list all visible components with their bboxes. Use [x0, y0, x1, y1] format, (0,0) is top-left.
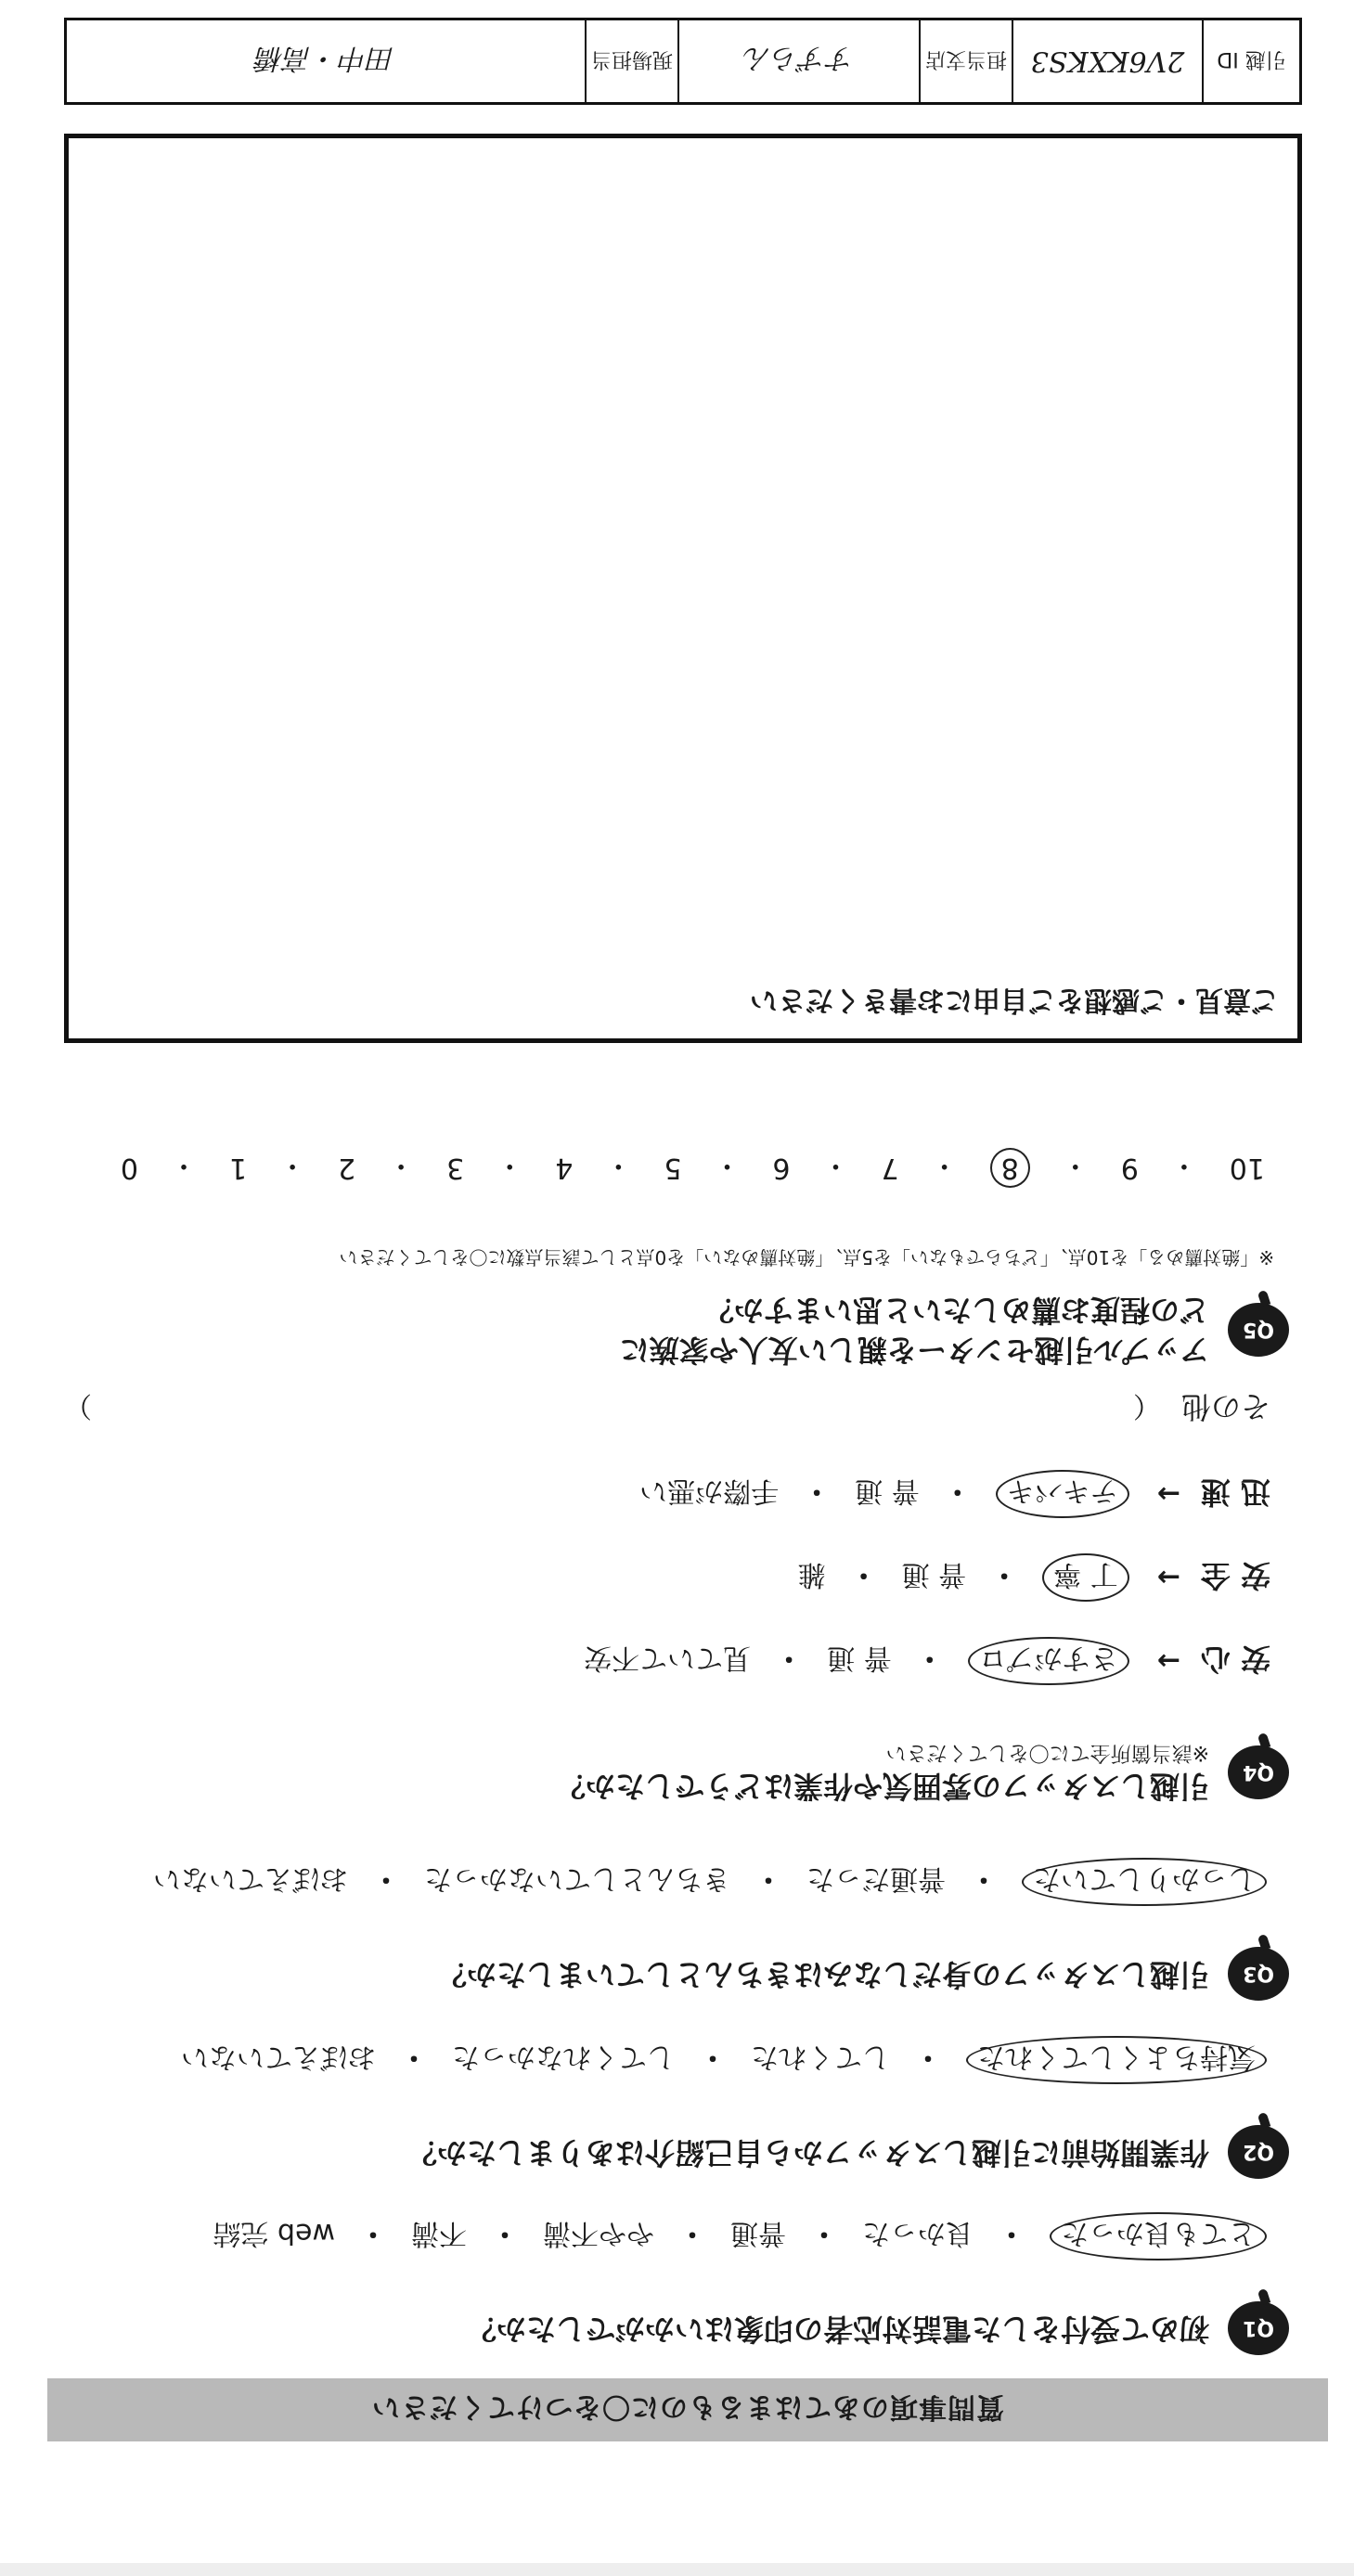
- q1-question: 初めて受付をした電話対応者の印象はいかがでしたか？: [466, 2311, 1209, 2347]
- q1-option-normal[interactable]: 普通: [730, 2217, 786, 2249]
- q3-option-neat[interactable]: しっかりしていた: [1018, 1858, 1270, 1906]
- q4-question-text: 引越しスタッフの雰囲気や作業はどうでしたか？: [555, 1769, 1209, 1804]
- q4-row-relief: 安 心 → さすがプロ ・ 普 通 ・ 見ていて不安: [580, 1637, 1270, 1685]
- move-id-label: 引越 ID: [1202, 20, 1299, 102]
- q5-score-1[interactable]: 1: [228, 1152, 248, 1185]
- arrow-icon: →: [1156, 1644, 1180, 1678]
- q5-question-line2: どの程度お薦めしたいと思いますか？: [703, 1292, 1209, 1328]
- site-leader-label: 現場担当: [585, 20, 677, 102]
- scan-edge: [0, 2563, 1354, 2576]
- q4-row-safety: 安 全 → 丁 寧 ・ 普 通 ・ 雑: [794, 1553, 1270, 1602]
- q3-option-normal[interactable]: 普通だった: [806, 1862, 946, 1895]
- q4-safety-careful[interactable]: 丁 寧: [1038, 1553, 1133, 1602]
- q4-row-label: 安 心: [1200, 1642, 1270, 1677]
- q5-score-2[interactable]: 2: [338, 1152, 356, 1185]
- q1-option-somewhat-unsatisfied[interactable]: やや不満: [543, 2217, 654, 2249]
- q4-question: [556, 1738, 1209, 1806]
- q3-option-dont-remember[interactable]: おぼえていない: [153, 1862, 348, 1895]
- q4-other-close-paren: ）: [64, 1389, 92, 1422]
- branch-value[interactable]: すずらん: [677, 20, 919, 102]
- q4-row-speed: 迅 速 → テキパキ ・ 普 通 ・ 手際が悪い: [636, 1470, 1270, 1518]
- q5-badge: Q5: [1228, 1303, 1289, 1357]
- q5-score-8[interactable]: 8: [985, 1149, 1036, 1189]
- q4-header: [556, 1738, 1289, 1806]
- q4-safety-normal[interactable]: 普 通: [901, 1558, 967, 1591]
- q3-options: しっかりしていた ・ 普通だった ・ きちんとしていなかった ・ おぼえていない: [149, 1858, 1270, 1906]
- q3-header: [437, 1947, 1289, 2001]
- q1-header: [467, 2301, 1289, 2355]
- q2-header: [407, 2125, 1289, 2179]
- q1-badge: Q1: [1228, 2301, 1289, 2355]
- q4-other-open-paren: （: [1132, 1389, 1161, 1422]
- q3-option-not-neat[interactable]: きちんとしていなかった: [424, 1862, 730, 1895]
- q1-option-very-good[interactable]: とても良かった: [1046, 2212, 1270, 2260]
- comment-label: ご意見・ご感想をご自由にお書きください: [750, 984, 1279, 1016]
- q3-question: 引越しスタッフの身だしなみはきちんとしていましたか？: [436, 1956, 1209, 1992]
- q1-option-unsatisfied[interactable]: 不満: [411, 2217, 467, 2249]
- q1-option-web[interactable]: web 完結: [213, 2217, 335, 2249]
- q5-question-line1: アップル引越センターを親しい友人や家族に: [619, 1333, 1209, 1368]
- arrow-icon: →: [1156, 1477, 1180, 1511]
- branch-label: 担当支店: [919, 20, 1012, 102]
- q2-question: 作業開始前に引越しスタッフから自己紹介はありましたか？: [406, 2134, 1209, 2170]
- q5-header: [620, 1290, 1289, 1370]
- q2-option-did[interactable]: してくれた: [751, 2041, 890, 2073]
- q4-relief-pro[interactable]: さすがプロ: [964, 1637, 1133, 1685]
- q4-note: ※該当箇所全てに〇をしてください: [885, 1740, 1209, 1764]
- q4-speed-normal[interactable]: 普 通: [855, 1475, 920, 1507]
- q5-score-7[interactable]: 7: [881, 1152, 899, 1185]
- q4-speed-brisk[interactable]: テキパキ: [992, 1470, 1133, 1518]
- q4-speed-clumsy[interactable]: 手際が悪い: [639, 1475, 780, 1507]
- q5-score-9[interactable]: 9: [1120, 1152, 1139, 1185]
- q2-badge: Q2: [1228, 2125, 1289, 2179]
- q4-row-label: 迅 速: [1200, 1475, 1270, 1510]
- q5-score-10[interactable]: 10: [1229, 1152, 1265, 1185]
- q5-score-5[interactable]: 5: [664, 1152, 682, 1185]
- q2-option-dont-remember[interactable]: おぼえていない: [181, 2041, 376, 2073]
- q2-option-pleasant[interactable]: 気持ちよくしてくれた: [962, 2036, 1270, 2084]
- q5-score-0[interactable]: 0: [120, 1152, 138, 1185]
- q4-other-row: [64, 1387, 1270, 1430]
- q4-safety-rough[interactable]: 雑: [797, 1558, 826, 1591]
- arrow-icon: →: [1156, 1561, 1180, 1594]
- q5-note: ※「絶対薦める」を10点、「どちらでもない」を5点、「絶対薦めない」を0点として該当点数に〇をしてください: [339, 1246, 1274, 1269]
- q1-option-good[interactable]: 良かった: [862, 2217, 974, 2249]
- move-id-value[interactable]: 2V6KXKS3: [1012, 20, 1202, 102]
- q5-question: [620, 1290, 1209, 1370]
- comment-box[interactable]: [64, 134, 1302, 1043]
- instructions-banner: 質問事項のあてはまるものに〇をつけてください: [47, 2378, 1328, 2441]
- q3-badge: Q3: [1228, 1947, 1289, 2001]
- q2-option-did-not[interactable]: してくれなかった: [452, 2041, 675, 2073]
- site-leader-value[interactable]: 田中・高橋: [256, 42, 395, 74]
- q1-options: とても良かった ・ 良かった ・ 普通 ・ やや不満 ・ 不満 ・ web 完結: [209, 2212, 1270, 2260]
- q4-row-label: 安 全: [1200, 1558, 1270, 1593]
- id-table: [64, 18, 1302, 105]
- q4-badge: Q4: [1228, 1745, 1289, 1799]
- q5-score-6[interactable]: 6: [772, 1152, 791, 1185]
- q5-score-3[interactable]: 3: [446, 1152, 465, 1185]
- q5-score-4[interactable]: 4: [555, 1152, 574, 1185]
- q5-scale: 10 ・ 9 ・ 8 ・ 7 ・ 6 ・ 5 ・ 4 ・ 3 ・ 2 ・ 1 ・ 0: [115, 1148, 1270, 1189]
- q2-options: 気持ちよくしてくれた ・ してくれた ・ してくれなかった ・ おぼえていない: [177, 2036, 1270, 2084]
- q4-relief-normal[interactable]: 普 通: [827, 1642, 892, 1674]
- q4-other-label: その他: [1180, 1389, 1270, 1424]
- q4-relief-anxious[interactable]: 見ていて不安: [584, 1642, 752, 1674]
